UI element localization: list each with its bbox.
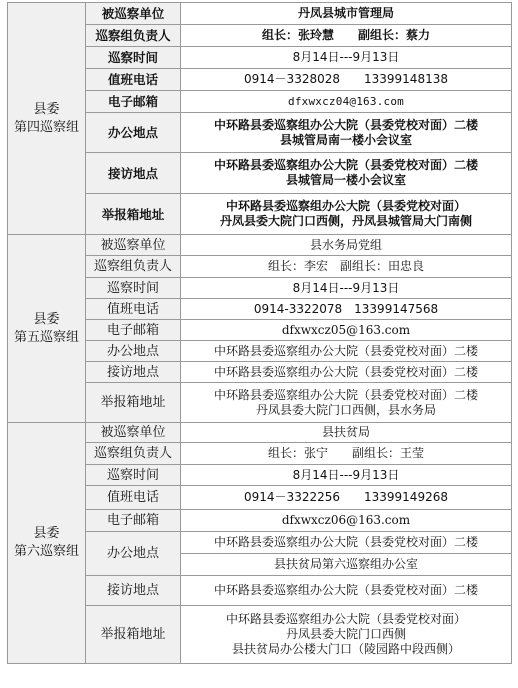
row-value-line: 中环路县委巡察组办公大院（县委党校对面）二楼 <box>213 364 478 379</box>
row-label: 被巡察单位 <box>86 235 181 256</box>
row-value-line: 组长：李宏 副组长：田忠良 <box>267 259 424 273</box>
row-label: 举报箱地址 <box>86 194 181 235</box>
row-label: 接访地点 <box>86 362 181 383</box>
row-value-line: 中环路县委巡察组办公大院（县委党校对面） <box>225 612 466 626</box>
row-label: 电子邮箱 <box>86 91 181 113</box>
inspection-table <box>7 2 512 664</box>
row-value-line: 组长：张玲慧 副组长：蔡力 <box>261 28 430 42</box>
row-label: 被巡察单位 <box>86 423 181 443</box>
row-value-line: 县扶贫局第六巡察组办公室 <box>273 557 418 571</box>
row-value <box>181 113 512 153</box>
row-value-line: 中环路县委巡察组办公大院（县委党校对面）二楼 <box>213 535 478 549</box>
row-value-line: 中环路县委巡察组办公大院（县委党校对面）二楼 <box>213 343 478 358</box>
row-label: 值班电话 <box>86 486 181 510</box>
row-value-line: 0914－3328028 13399148138 <box>244 72 448 86</box>
group-name-line: 县委 <box>33 526 60 541</box>
row-value-line: 丹凤县委大院门口西侧，县水务局 <box>255 402 436 417</box>
email-link[interactable]: dfxwxcz05@163.com <box>281 322 411 337</box>
row-value-line: 县城管局一楼小会议室 <box>285 173 406 187</box>
row-value-line: 中环路县委巡察组办公大院（县委党校对面）二楼 <box>213 387 478 402</box>
row-value-line: 8月14日---9月13日 <box>292 280 400 295</box>
group-name-line: 第五巡察组 <box>13 329 79 345</box>
row-label: 接访地点 <box>86 576 181 606</box>
group-name-cell <box>8 3 86 235</box>
row-value-line: 中环路县委巡察组办公大院（县委党校对面）二楼 <box>213 583 478 597</box>
row-value-line: 中环路县委巡察组办公大院（县委党校对面） <box>225 199 466 213</box>
row-value-line: 县水务局党组 <box>309 237 382 252</box>
row-value <box>181 69 512 91</box>
row-value <box>181 299 512 320</box>
group-name-line: 县委 <box>33 101 60 117</box>
row-value <box>181 443 512 465</box>
group-name-cell <box>8 235 86 423</box>
row-value <box>181 278 512 299</box>
row-value-line: 县扶贫局办公楼大门口（陵园路中段西侧） <box>231 642 460 656</box>
row-value-line: 0914-3322078 13399147568 <box>253 301 439 316</box>
row-value <box>181 194 512 235</box>
row-label: 电子邮箱 <box>86 510 181 532</box>
table-row <box>8 423 512 443</box>
row-label: 巡察组负责人 <box>86 443 181 465</box>
row-value-line: 8月14日---9月13日 <box>292 50 400 64</box>
row-value <box>181 256 512 278</box>
row-value <box>181 423 512 443</box>
row-label: 值班电话 <box>86 299 181 320</box>
row-value <box>181 383 512 423</box>
row-value <box>181 606 512 664</box>
row-value-line: 8月14日---9月13日 <box>292 467 400 482</box>
row-value <box>181 235 512 256</box>
email-link[interactable]: dfxwxcz04@163.com <box>288 95 404 108</box>
email-link[interactable]: dfxwxcz06@163.com <box>281 513 411 527</box>
row-value-line: 县城管局南一楼小会议室 <box>279 132 412 147</box>
row-value <box>181 3 512 25</box>
group-name-cell <box>8 423 86 664</box>
row-label: 巡察组负责人 <box>86 25 181 47</box>
row-label: 巡察时间 <box>86 47 181 69</box>
row-label: 举报箱地址 <box>86 606 181 664</box>
row-label: 被巡察单位 <box>86 3 181 25</box>
row-label: 举报箱地址 <box>86 383 181 423</box>
row-value <box>181 510 512 532</box>
row-value-line: 组长：张宁 副组长：王莹 <box>267 446 424 460</box>
row-value-line: 中环路县委巡察组办公大院（县委党校对面）二楼 <box>213 158 478 172</box>
row-value-line: 县扶贫局 <box>321 425 370 439</box>
table-row <box>8 235 512 256</box>
row-value <box>181 532 512 554</box>
row-value <box>181 47 512 69</box>
row-label: 办公地点 <box>86 341 181 362</box>
row-label: 巡察时间 <box>86 465 181 486</box>
row-value <box>181 465 512 486</box>
row-value <box>181 576 512 606</box>
row-value-line: 中环路县委巡察组办公大院（县委党校对面）二楼 <box>213 117 478 132</box>
group-name-line: 县委 <box>33 311 60 327</box>
row-value-line: 0914－3322256 13399149268 <box>244 490 448 504</box>
row-label: 巡察时间 <box>86 278 181 299</box>
group-name-line: 第四巡察组 <box>13 119 79 135</box>
row-value-line: 丹凤县城市管理局 <box>297 6 394 20</box>
row-value <box>181 362 512 383</box>
row-value <box>181 91 512 113</box>
row-label: 值班电话 <box>86 69 181 91</box>
row-label: 办公地点 <box>86 532 181 576</box>
row-label: 接访地点 <box>86 153 181 194</box>
row-label: 电子邮箱 <box>86 320 181 341</box>
row-value-line: 丹凤县委大院门口西侧，丹凤县城管局大门南侧 <box>219 214 472 228</box>
row-value <box>181 153 512 194</box>
row-value <box>181 554 512 576</box>
group-name-line: 第六巡察组 <box>13 544 79 559</box>
row-label: 办公地点 <box>86 113 181 153</box>
row-value-line: 丹凤县委大院门口西侧 <box>285 627 406 641</box>
row-label: 巡察组负责人 <box>86 256 181 278</box>
table-row <box>8 3 512 25</box>
row-value <box>181 320 512 341</box>
row-value <box>181 341 512 362</box>
row-value <box>181 25 512 47</box>
row-value <box>181 486 512 510</box>
